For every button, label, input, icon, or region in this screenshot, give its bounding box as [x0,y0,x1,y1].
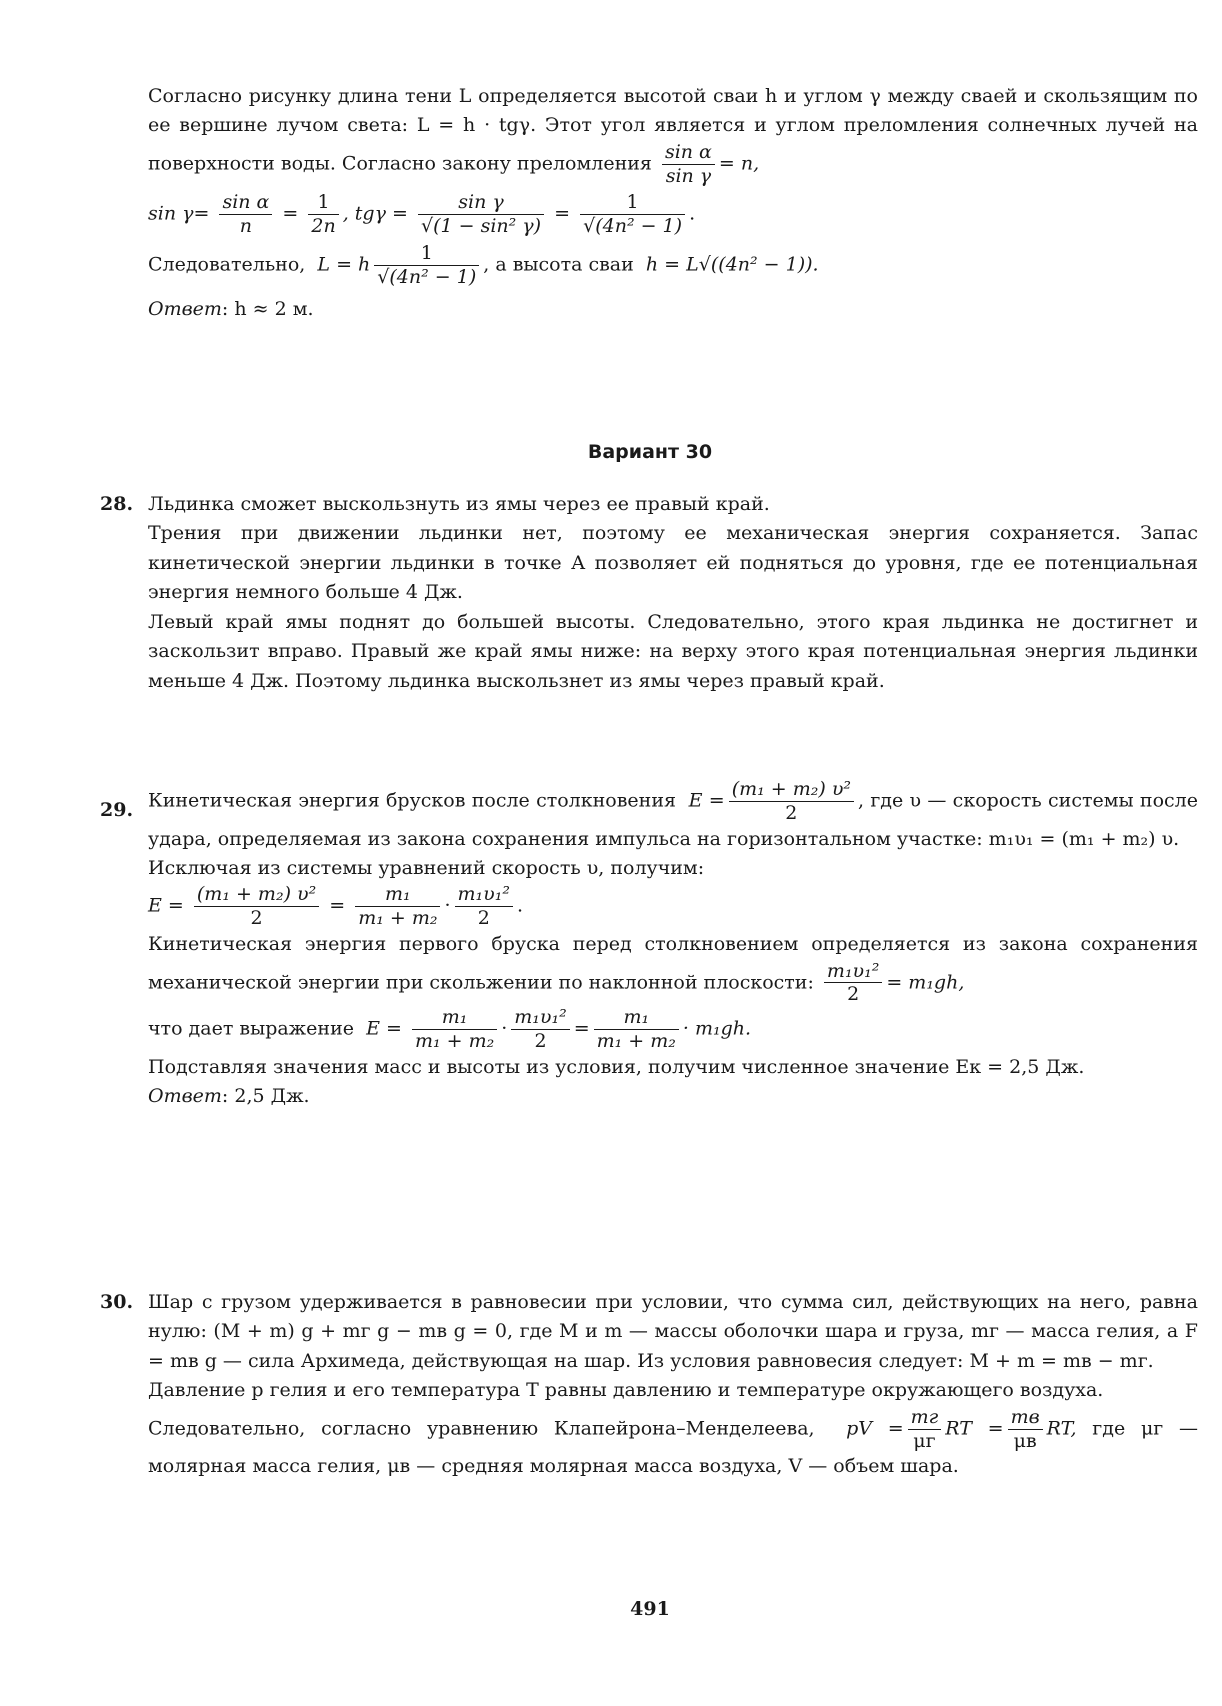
top-paragraph [148,82,1198,187]
problem-29-answer: Ответ: 2,5 Дж. [148,1085,310,1108]
problem-29-equation: E = $\frac{\text{(m₁ + m₂) υ²}}{2}$ = $\frac{\text{m₁}}{\text{m₁ + m₂}}$ · $\frac{\text{m₁υ₁²}}{2}$ . [148,883,523,930]
problem-29-paragraph-2: Исключая из системы уравнений скорость υ, получим: [148,857,705,880]
page-number: 491 [630,1598,670,1620]
problem-28-paragraph-3: Левый край ямы поднят до большей высоты. Следовательно, этого края льдинка не достигнет и заскользит вправо. Правый же край ямы ниже: на верху этого края потенциальная энергия льдинки меньше 4 Дж. Поэтому льдинка выскользнет из ямы через правый край. [148,610,1198,692]
problem-30-paragraph-1: Шар с грузом удерживается в равновесии при условии, что сумма сил, действующих на него, равна нулю: (M + m) g + mг g − mв g = 0, где M и m — массы оболочки шара и груза, mг — масса гелия, а F = mв g — сила Архимеда, действующая на шар. Из условия равновесия следует: M + m = mв − mг. [148,1291,1198,1372]
snell-fraction: $\frac{\text{sin α}}{\text{sin γ}}$ [662,141,715,188]
problem-29-paragraph-5: Подставляя значения масс и высоты из условия, получим численное значение Eк = 2,5 Дж. [148,1055,1085,1078]
problem-28-paragraph-1: Льдинка сможет выскользнуть из ямы через ее правый край. [148,493,770,515]
problem-28-body [148,490,1198,696]
section-title: Вариант 30 [587,441,713,463]
problem-29-paragraph-4: что дает выражение E = $\frac{\text{m₁}}{\text{m₁ + m₂}}$ · $\frac{\text{m₁υ₁²}}{2}$ = $\frac{\text{m₁}}{\text{m₁ + m₂}}$ · m₁gh. [148,1006,752,1052]
formula-sin-tg: sin γ= $\frac{\text{sin α}}{n}$ = $\frac{1}{2n}$ , tgγ = $\frac{\text{sin γ}}{\text{√(1 − sin² γ)}}$ = $\frac{1}{\text{√(4n² − 1)}}$ . [148,191,696,238]
top-solution-block [148,82,1198,324]
problem-30-paragraph-2: Давление p гелия и его температура T равны давлению и температуре окружающего воздуха. [148,1379,1104,1402]
problem-30-number: 30. [100,1291,134,1313]
formula-shadow-length: Следовательно, L = h $\frac{1}{\text{√(4n² − 1)}}$ , а высота сваи h = L√((4n² − 1)). [148,242,819,288]
problem-29-body [148,778,1198,1112]
top-answer: Ответ: h ≈ 2 м. [148,297,314,320]
top-paragraph-text: Согласно рисунку длина тени L определяется высотой сваи h и углом γ между сваей и скользящим по ее вершине лучом света: L = h · tgγ. Этот угол является и углом преломления солнечных лучей на поверхности воды. Согласно закону преломления [148,85,1198,175]
problem-28-paragraph-2: Трения при движении льдинки нет, поэтому ее механическая энергия сохраняется. Запас кинетической энергии льдинки в точке А позволяет ей подняться до уровня, где ее потенциальная энергия немного больше 4 Дж. [148,522,1198,604]
problem-30-body [148,1288,1198,1482]
problem-29-paragraph-3: Кинетическая энергия первого бруска перед столкновением определяется из закона сохранения механической энергии при скольжении по наклонной плоскости: $\frac{\text{m₁υ₁²}}{2}$ = m₁gh, [148,933,1198,1006]
problem-28-number: 28. [100,493,134,515]
problem-29-number: 29. [100,799,134,821]
problem-30-paragraph-3: Следовательно, согласно уравнению Клапейрона–Менделеева, pV = $\frac{mг}{\mu г}$ RT = $\frac{mв}{\mu в}$ RT, где μг — молярная масса гелия, μв — средняя молярная масса воздуха, V — объем шара. [148,1405,1198,1478]
problem-29-paragraph-1: Кинетическая энергия брусков после столкновения E = $\frac{\text{(m₁ + m₂) υ²}}{2}$ , где υ — скорость системы после удара, определяемая из закона сохранения импульса на горизонтальном участке: m₁υ₁ = (m₁ + m₂) υ. [148,778,1198,850]
snell-rhs: = n, [718,152,760,175]
